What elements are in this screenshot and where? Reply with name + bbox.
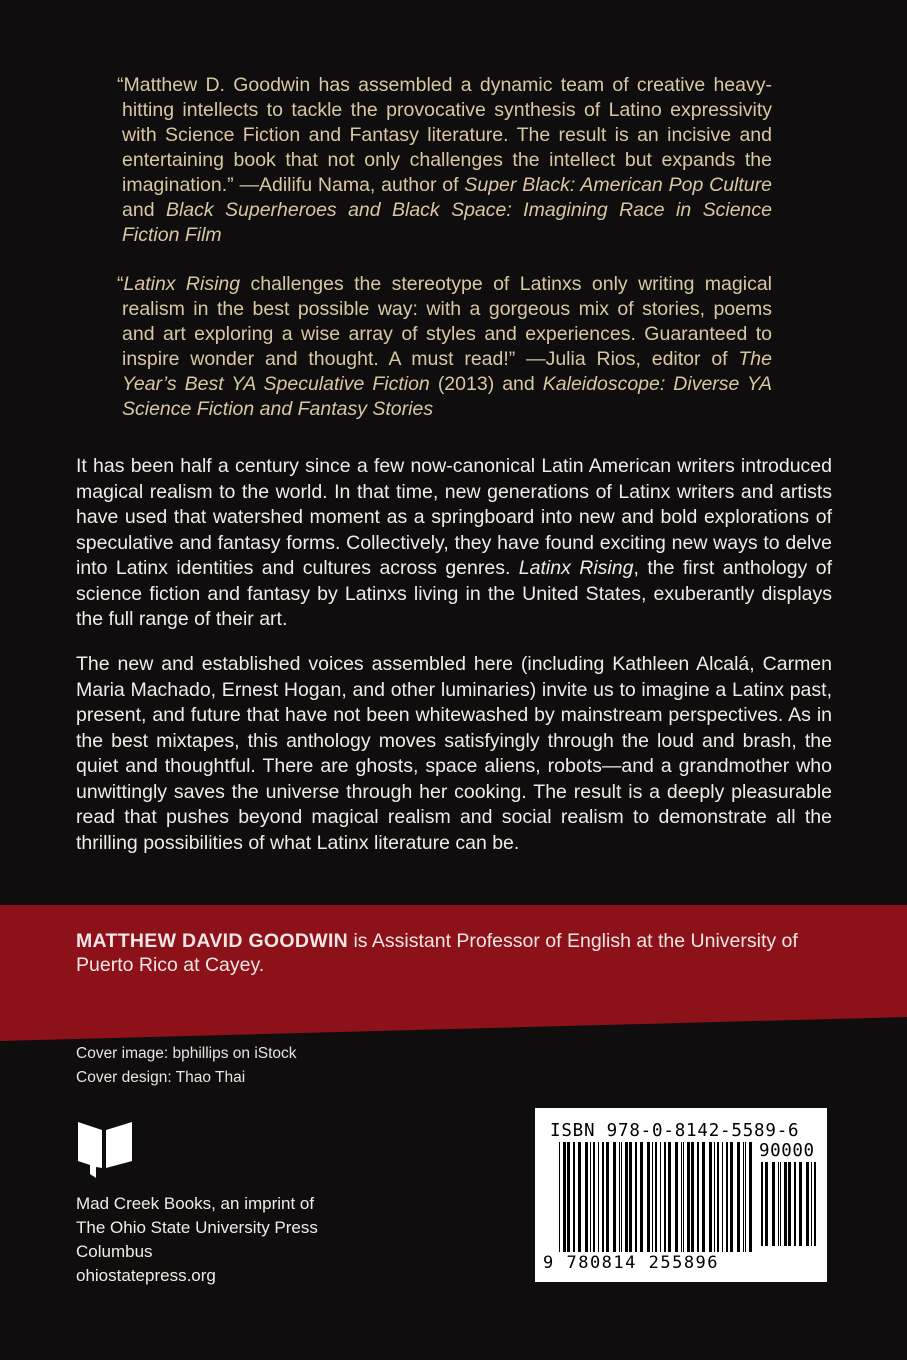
publisher-website: ohiostatepress.org (76, 1266, 216, 1285)
cover-credits (76, 1042, 297, 1090)
blurb-paragraph-2: The new and established voices assembled here (including Kathleen Alcalá, Carmen Maria Machado, Ernest Hogan, and other luminaries) invite us to imagine a Latinx past, present, and future that have not been whitewashed by mainstream perspectives. As in the best mixtapes, this anthology moves satisfyingly through the loud and brash, the quiet and thoughtful. There are ghosts, space aliens, robots—and a grandmother who unwittingly saves the universe through her cooking. The result is a deeply pleasurable read that pushes beyond magical realism and social realism to demonstrate all the thrilling possibilities of what Latinx literature can be. (76, 653, 832, 854)
blurb-p1-text: It has been half a century since a few now-canonical Latin American writers introduced magical realism to the world. In that time, new generations of Latinx writers and artists have used that watershed moment as a springboard into new and bold explorations of speculative and fantasy forms. Collectively, they have found exciting new ways to delve into Latinx identities and cultures across genres. (76, 455, 832, 579)
quote-rios-open: “ (117, 273, 124, 295)
cover-image-credit: Cover image: bphillips on iStock (76, 1045, 297, 1062)
praise-quote-nama (117, 73, 772, 248)
publisher-info (76, 1192, 318, 1288)
blurb-p1-title: Latinx Rising (518, 557, 634, 579)
isbn-barcode (535, 1108, 827, 1282)
book-title-black-superheroes: Black Superheroes and Black Space: Imagining Race in Science Fiction Film (122, 199, 772, 246)
publisher-press: The Ohio State University Press (76, 1218, 318, 1237)
addon-bars (761, 1162, 817, 1248)
quote-rios-text: challenges the stereotype of Latinxs only writing magical realism in the best possible way: with a gorgeous mix of stories, poems and art exploring a wise array of styles and experiences. Guaranteed to inspire wonder and thought. A must read!” —Julia Rios, editor of (122, 273, 773, 370)
author-bio (76, 929, 846, 977)
price-code: 90000 (759, 1141, 815, 1161)
barcode-digits: 9 780814 255896 (543, 1253, 720, 1273)
ean13-bars (559, 1142, 755, 1258)
book-title-latinx-rising: Latinx Rising (123, 273, 241, 295)
quote-rios-year: (2013) and (429, 373, 543, 395)
book-title-years-best: The Year’s Best YA Speculative Fiction (122, 348, 772, 395)
cover-design-credit: Cover design: Thao Thai (76, 1069, 246, 1086)
book-title-kaleidoscope: Kaleidoscope: Diverse YA Science Fiction and Fantasy Stories (122, 373, 772, 420)
quote-nama-joiner: and (122, 199, 166, 221)
publisher-imprint: Mad Creek Books, an imprint of (76, 1194, 315, 1213)
publisher-city: Columbus (76, 1242, 153, 1261)
praise-quote-rios (117, 272, 773, 422)
author-bio-text: is Assistant Professor of English at the University of Puerto Rico at Cayey. (76, 930, 798, 976)
isbn-label: ISBN 978-0-8142-5589-6 (550, 1121, 800, 1141)
band-wedge (0, 1017, 907, 1041)
quote-nama-text: “Matthew D. Goodwin has assembled a dynamic team of creative heavy-hitting intellects to tackle the provocative synthesis of Latino expressivity with Science Fiction and Fantasy literature. The result is an incisive and entertaining book that not only challenges the intellect but expands the imagination.” —Adilifu Nama, author of (117, 74, 772, 196)
open-book-logo-icon (76, 1118, 134, 1180)
blurb-paragraph-1 (76, 454, 832, 633)
book-title-super-black: Super Black: American Pop Culture (464, 174, 772, 196)
blurb-p1-end: , the first anthology of science fiction and fantasy by Latinxs living in the United States, exuberantly displays the full range of their art. (76, 557, 832, 630)
author-name: MATTHEW DAVID GOODWIN (76, 930, 349, 952)
